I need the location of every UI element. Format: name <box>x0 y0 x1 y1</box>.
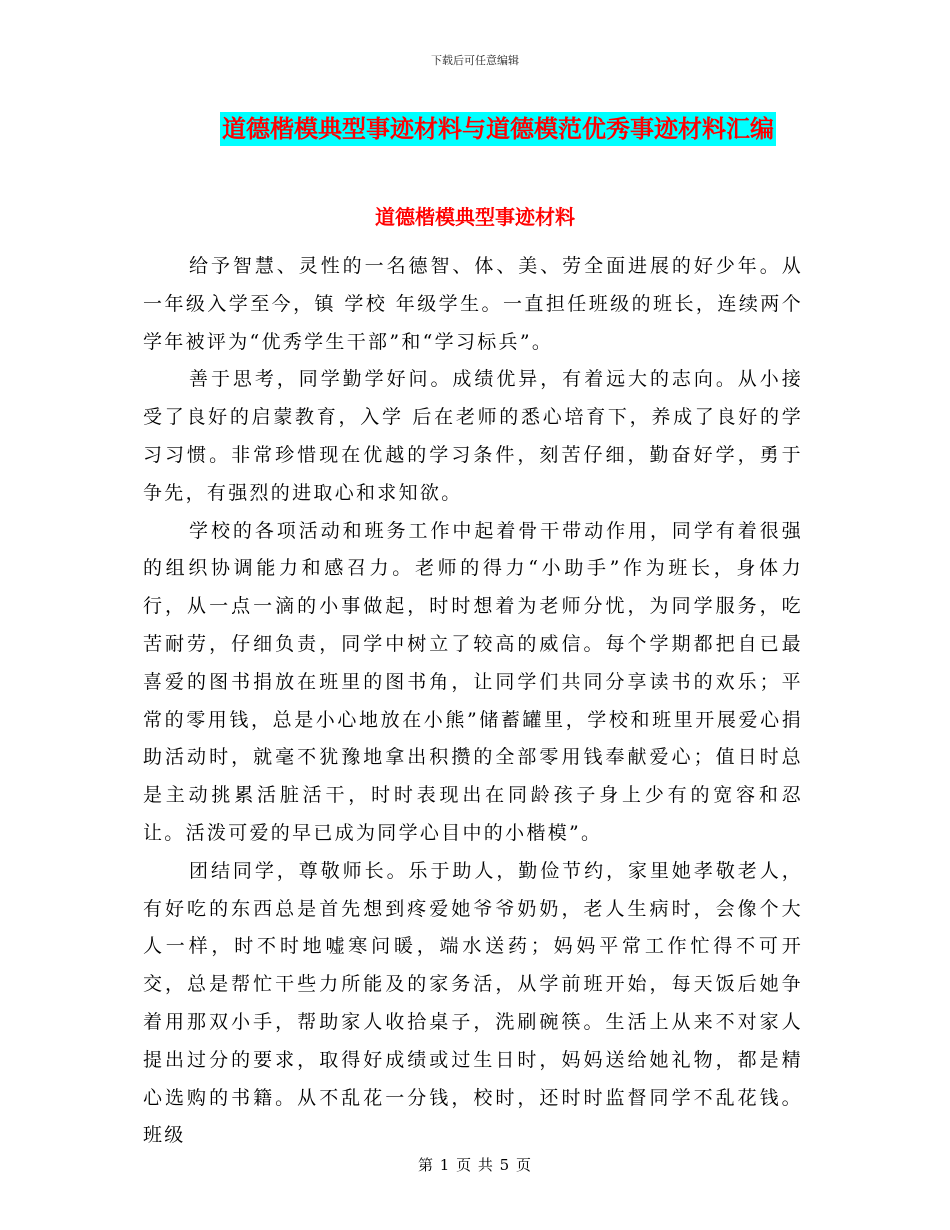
paragraph: 给予智慧、灵性的一名德智、体、美、劳全面进展的好少年。从一年级入学至今，镇 学校 年级学生。一直担任班级的班长，连续两个学年被评为“优秀学生干部”和“学习标兵”。 <box>143 255 803 353</box>
header-note: 下载后可任意编辑 <box>431 54 519 67</box>
paragraph: 学校的各项活动和班务工作中起着骨干带动作用，同学有着很强的组织协调能力和感召力。老师的得力“小助手”作为班长，身体力行，从一点一滴的小事做起，时时想着为老师分忧，为同学服务，吃苦耐劳，仔细负责，同学中树立了较高的威信。每个学期都把自已最喜爱的图书捐放在班里的图书角，让同学们共同分享读书的欢乐；平常的零用钱，总是小心地放在小熊”储蓄罐里，学校和班里开展爱心捐助活动时，就毫不犹豫地拿出积攒的全部零用钱奉献爱心；值日时总是主动挑累活脏活干，时时表现出在同龄孩子身上少有的宽容和忍让。活泼可爱的早已成为同学心目中的小楷模”。 <box>143 519 803 844</box>
main-title: 道德楷模典型事迹材料与道德模范优秀事迹材料汇编 <box>220 112 776 146</box>
body-text <box>143 248 803 1155</box>
paragraph: 团结同学，尊敬师长。乐于助人，勤俭节约，家里她孝敬老人，有好吃的东西总是首先想到疼爱她爷爷奶奶，老人生病时，会像个大人一样，时不时地嘘寒问暖，端水送药；妈妈平常工作忙得不可开交，总是帮忙干些力所能及的家务活，从学前班开始，每天饭后她争着用那双小手，帮助家人收拾桌子，洗刷碗筷。生活上从来不对家人提出过分的要求，取得好成绩或过生日时，妈妈送给她礼物，都是精心选购的书籍。从不乱花一分钱，校时，还时时监督同学不乱花钱。班级 <box>143 859 803 1147</box>
paragraph: 善于思考，同学勤学好问。成绩优异，有着远大的志向。从小接受了良好的启蒙教育，入学 后在老师的悉心培育下，养成了良好的学习习惯。非常珍惜现在优越的学习条件，刻苦仔细，勤奋好学，勇于争先，有强烈的进取心和求知欲。 <box>143 368 803 504</box>
main-title-wrap <box>0 112 950 146</box>
section-title: 道德楷模典型事迹材料 <box>375 205 575 229</box>
page-footer: 第 1 页 共 5 页 <box>418 1156 532 1174</box>
